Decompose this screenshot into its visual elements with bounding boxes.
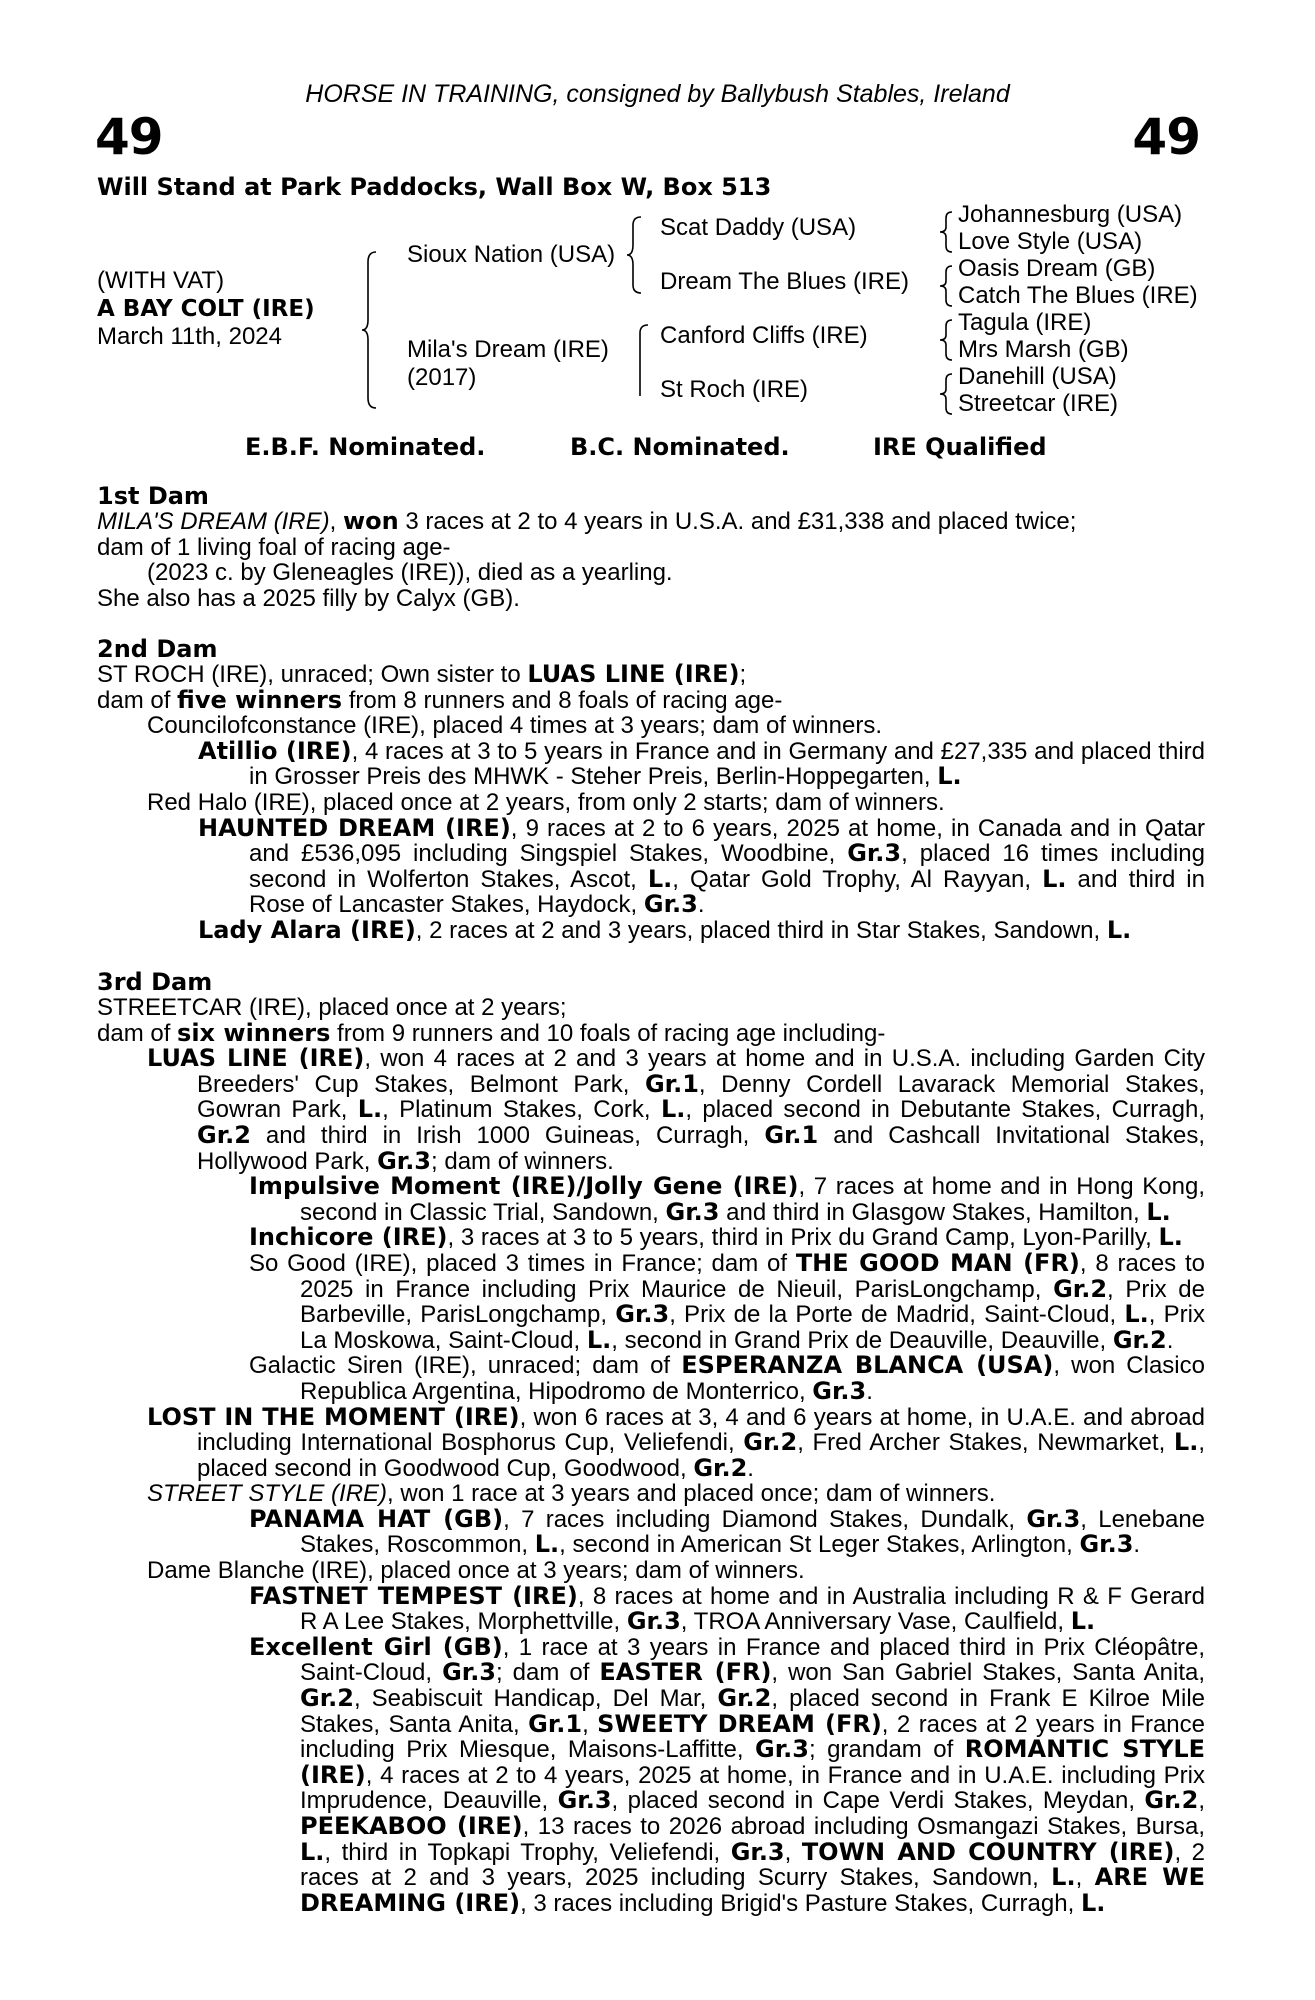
pedigree-gg-3: Oasis Dream (GB) bbox=[958, 255, 1156, 282]
text-run: ; grandam of bbox=[808, 1736, 965, 1764]
second-dam-grandproduce-1 bbox=[97, 736, 1205, 791]
race-grade: Gr.3 bbox=[730, 1837, 785, 1866]
second-dam-heading: 2nd Dam bbox=[97, 635, 218, 663]
text-run: , placed second in Goodwood Cup, Goodwood, bbox=[197, 1429, 1205, 1482]
text-run: , Platinum Stakes, Cork, bbox=[382, 1096, 661, 1124]
pedigree-gg-5: Tagula (IRE) bbox=[958, 309, 1092, 336]
race-grade: L. bbox=[300, 1837, 325, 1866]
race-grade: Gr.2 bbox=[1053, 1274, 1108, 1303]
third-dam-grandproduce-6 bbox=[97, 1581, 1205, 1636]
race-grade: Gr.1 bbox=[644, 1069, 699, 1098]
text-run: . bbox=[747, 1454, 754, 1482]
race-grade: Gr.2 bbox=[693, 1453, 748, 1482]
pedigree-bracket-main bbox=[362, 250, 384, 410]
first-dam-foal: (2023 c. by Gleneagles (IRE)), died as a yearling. bbox=[147, 559, 673, 587]
race-grade: Gr.3 bbox=[615, 1300, 670, 1329]
race-grade: L. bbox=[586, 1325, 612, 1354]
text-run: , Prix La Moskowa, Saint-Cloud, bbox=[300, 1301, 1206, 1354]
text-run: , 2 races at 2 and 3 years, placed third in Star Stakes, Sandown, bbox=[415, 916, 1107, 944]
race-grade: L. bbox=[1042, 864, 1067, 893]
text-run: . bbox=[1133, 1531, 1141, 1559]
text-run: ; dam of winners. bbox=[431, 1147, 614, 1175]
pedigree-bracket-sire bbox=[627, 215, 647, 295]
black-type-name: ARE WE DREAMING (IRE) bbox=[300, 1863, 1206, 1917]
third-dam-produce-1 bbox=[97, 1046, 1205, 1174]
race-grade: L. bbox=[1146, 1197, 1171, 1226]
text-run: , 7 races at home and in Hong Kong, second in Classic Trial, Sandown, bbox=[300, 1173, 1205, 1226]
text-run: and third in Rose of Lancaster Stakes, Haydock, bbox=[249, 865, 1205, 919]
black-type-name: Excellent Girl (GB) bbox=[249, 1632, 503, 1661]
pedigree-sire-sire: Scat Daddy (USA) bbox=[660, 214, 857, 241]
second-dam-produce-1: Councilofconstance (IRE), placed 4 times at 3 years; dam of winners. bbox=[147, 712, 882, 740]
bc-nomination: B.C. Nominated. bbox=[570, 433, 790, 461]
text-run: , third in Topkapi Trophy, Veliefendi, bbox=[324, 1838, 731, 1866]
race-grade: Gr.2 bbox=[743, 1428, 798, 1457]
third-dam-grandproduce-1 bbox=[97, 1174, 1205, 1225]
pedigree-dam-year: (2017) bbox=[407, 364, 477, 391]
black-type-name: Lady Alara (IRE) bbox=[198, 915, 416, 944]
pedigree-dam-dam: St Roch (IRE) bbox=[660, 376, 809, 403]
text-run: , Fred Archer Stakes, Newmarket, bbox=[797, 1429, 1174, 1457]
race-grade: Gr.1 bbox=[528, 1709, 583, 1738]
horse-name: A BAY COLT (IRE) bbox=[97, 296, 315, 322]
race-grade: L. bbox=[1051, 1863, 1076, 1892]
text-run: , bbox=[329, 508, 343, 535]
race-grade: Gr.3 bbox=[377, 1146, 432, 1175]
text-run: , placed second in Frank E Kilroe Mile Stakes, Santa Anita, bbox=[300, 1685, 1205, 1738]
text-run: and Cashcall Invitational Stakes, Hollywood Park, bbox=[197, 1121, 1206, 1175]
text-run: So Good (IRE), placed 3 times in France; dam of bbox=[249, 1249, 796, 1277]
black-type-name: TOWN AND COUNTRY (IRE) bbox=[801, 1837, 1175, 1866]
text-run: , 1 race at 3 years in France and placed third in Prix Cléopâtre, Saint-Cloud, bbox=[300, 1633, 1206, 1687]
text-run: , 3 races at 3 to 5 years, third in Prix du Grand Camp, Lyon-Parilly, bbox=[447, 1224, 1159, 1252]
pedigree-bracket-dam bbox=[634, 323, 654, 398]
race-grade: L. bbox=[1173, 1428, 1199, 1457]
third-dam-grandproduce-3 bbox=[97, 1248, 1206, 1354]
race-grade: Gr.3 bbox=[847, 839, 902, 868]
second-dam-summary bbox=[97, 662, 1205, 688]
race-grade: L. bbox=[534, 1530, 560, 1559]
race-grade: Gr.2 bbox=[717, 1684, 772, 1713]
text-run: . bbox=[1166, 1326, 1174, 1354]
pedigree-dam: Mila's Dream (IRE) bbox=[407, 336, 609, 363]
first-dam-produce: dam of 1 living foal of racing age- bbox=[97, 533, 451, 561]
text-run: , second in Grand Prix de Deauville, Deauville, bbox=[611, 1326, 1113, 1354]
pedigree-bracket-g2 bbox=[940, 264, 958, 308]
third-dam-produce bbox=[97, 1018, 1205, 1047]
race-grade: L. bbox=[357, 1095, 383, 1124]
pedigree-sire-dam: Dream The Blues (IRE) bbox=[660, 268, 909, 295]
race-grade: L. bbox=[1070, 1607, 1096, 1636]
third-dam-summary: STREETCAR (IRE), placed once at 2 years; bbox=[97, 994, 567, 1021]
race-grade: Gr.3 bbox=[1079, 1530, 1134, 1559]
text-run: . bbox=[697, 891, 705, 919]
race-grade: L. bbox=[1158, 1223, 1183, 1252]
black-type-name: LOST IN THE MOMENT (IRE) bbox=[147, 1402, 520, 1431]
text-run: , Lenebane Stakes, Roscommon, bbox=[300, 1505, 1206, 1559]
second-dam-produce bbox=[97, 685, 1205, 714]
text-run: , 8 races at home and in Australia including R & F Gerard R A Lee Stakes, Morphettville, bbox=[300, 1582, 1205, 1636]
race-grade: Gr.2 bbox=[1112, 1325, 1167, 1354]
text-run: from 9 runners and 10 foals of racing age including- bbox=[330, 1019, 886, 1047]
first-dam-section bbox=[97, 483, 1205, 611]
text-run: dam of bbox=[97, 1019, 178, 1047]
black-type-name: ROMANTIC STYLE (IRE) bbox=[300, 1735, 1206, 1789]
second-dam-grandproduce-3 bbox=[97, 915, 1205, 944]
text-run: , TROA Anniversary Vase, Caulfield, bbox=[680, 1608, 1071, 1636]
text-run: , Prix de la Porte de Madrid, Saint-Cloud, bbox=[669, 1301, 1125, 1329]
race-grade: L. bbox=[660, 1095, 686, 1124]
lot-number-right: 49 bbox=[1132, 108, 1200, 166]
text-run: , Seabiscuit Handicap, Del Mar, bbox=[353, 1685, 718, 1713]
race-grade: Gr.3 bbox=[665, 1197, 720, 1226]
text-run: , placed 16 times including second in Wolferton Stakes, Ascot, bbox=[249, 840, 1205, 893]
text-run: , won Clasico Republica Argentina, Hipodromo de Monterrico, bbox=[300, 1352, 1205, 1405]
race-grade: Gr.3 bbox=[442, 1658, 497, 1687]
text-run: and third in Glasgow Stakes, Hamilton, bbox=[719, 1198, 1147, 1226]
text-run: , bbox=[1198, 1787, 1205, 1815]
black-type-name: HAUNTED DREAM (IRE) bbox=[198, 813, 511, 842]
race-grade: Gr.1 bbox=[764, 1120, 819, 1149]
second-dam-grandproduce-2 bbox=[97, 813, 1205, 919]
pedigree-gg-2: Love Style (USA) bbox=[958, 228, 1143, 255]
first-dam-note: She also has a 2025 filly by Calyx (GB). bbox=[97, 584, 520, 612]
third-dam-grandproduce-7 bbox=[97, 1632, 1206, 1917]
race-grade: L. bbox=[1106, 915, 1132, 944]
text-run: , won 4 races at 2 and 3 years at home and in U.S.A. including Garden City Breeders' Cup Stakes, Belmont Park, bbox=[197, 1045, 1205, 1098]
lot-number-left: 49 bbox=[95, 108, 163, 166]
text-run: , won 1 race at 3 years and placed once; dam of winners. bbox=[387, 1480, 996, 1508]
black-type-name: THE GOOD MAN (FR) bbox=[795, 1248, 1080, 1277]
text-run: 3 races at 2 to 4 years in U.S.A. and £31,338 and placed twice; bbox=[398, 508, 1077, 535]
third-dam-produce-4: Dame Blanche (IRE), placed once at 3 years; dam of winners. bbox=[147, 1557, 805, 1585]
text-run: , 9 races at 2 to 6 years, 2025 at home, in Canada and in Qatar and £536,095 including Singspiel Stakes, Woodbine, bbox=[249, 814, 1205, 868]
race-grade: Gr.3 bbox=[1026, 1504, 1081, 1533]
first-dam-heading: 1st Dam bbox=[97, 482, 209, 510]
text-run: , bbox=[582, 1710, 598, 1738]
text-run: , Prix de Barbeville, ParisLongchamp, bbox=[300, 1275, 1205, 1329]
first-dam-name: MILA'S DREAM (IRE) bbox=[97, 508, 330, 535]
second-dam-produce-2: Red Halo (IRE), placed once at 2 years, from only 2 starts; dam of winners. bbox=[147, 788, 945, 816]
text-run: , won San Gabriel Stakes, Santa Anita, bbox=[771, 1659, 1206, 1687]
ire-qualification: IRE Qualified bbox=[873, 433, 1047, 461]
black-type-name: LUAS LINE (IRE) bbox=[527, 660, 740, 688]
vat-note: (WITH VAT) bbox=[97, 267, 225, 294]
pedigree-bracket-g3 bbox=[940, 318, 958, 362]
text-run: , 13 races to 2026 abroad including Osmangazi Stakes, Bursa, bbox=[522, 1813, 1206, 1840]
pedigree-dam-sire: Canford Cliffs (IRE) bbox=[660, 322, 868, 349]
pedigree-gg-1: Johannesburg (USA) bbox=[958, 201, 1183, 228]
text-run: , Qatar Gold Trophy, Al Rayyan, bbox=[672, 865, 1043, 893]
text-run: , placed second in Debutante Stakes, Curragh, bbox=[685, 1096, 1206, 1124]
winner-count: five winners bbox=[177, 685, 343, 714]
text-run: , won 6 races at 3, 4 and 6 years at home, in U.A.E. and abroad including International Bosphorus Cup, Veliefendi, bbox=[197, 1403, 1205, 1457]
black-type-name: EASTER (FR) bbox=[599, 1658, 772, 1687]
third-dam-grandproduce-2 bbox=[97, 1225, 1205, 1251]
second-dam-section bbox=[97, 636, 1205, 944]
text-run: Galactic Siren (IRE), unraced; dam of bbox=[249, 1352, 682, 1380]
black-type-name: Impulsive Moment (IRE)/Jolly Gene (IRE) bbox=[249, 1172, 799, 1201]
pedigree-gg-7: Danehill (USA) bbox=[958, 363, 1117, 390]
third-dam-grandproduce-5 bbox=[97, 1504, 1206, 1559]
text-run: , 3 races including Brigid's Pasture Stakes, Curragh, bbox=[520, 1889, 1081, 1917]
text-run: , second in American St Leger Stakes, Arlington, bbox=[559, 1531, 1080, 1559]
race-grade: Gr.2 bbox=[1144, 1786, 1199, 1815]
text-run: , bbox=[784, 1838, 802, 1866]
pedigree-sire: Sioux Nation (USA) bbox=[407, 241, 616, 268]
won-label: won bbox=[342, 507, 399, 535]
text-run: , bbox=[1075, 1864, 1095, 1892]
text-run: ; bbox=[739, 661, 747, 688]
black-type-name: PEEKABOO (IRE) bbox=[300, 1812, 523, 1840]
third-dam-grandproduce-4 bbox=[97, 1353, 1205, 1404]
race-grade: L. bbox=[937, 762, 962, 791]
text-run: , 8 races to 2025 in France including Prix Maurice de Nieuil, ParisLongchamp, bbox=[300, 1249, 1205, 1303]
pedigree-bracket-g1 bbox=[940, 210, 958, 254]
first-dam-summary bbox=[97, 509, 1205, 535]
text-run: , Denny Cordell Lavarack Memorial Stakes, Gowran Park, bbox=[197, 1070, 1205, 1124]
text-run: and third in Irish 1000 Guineas, Curragh, bbox=[250, 1121, 765, 1149]
text-run: , placed second in Cape Verdi Stakes, Meydan, bbox=[611, 1787, 1145, 1815]
foaling-date: March 11th, 2024 bbox=[97, 323, 283, 350]
winner-count: six winners bbox=[177, 1018, 331, 1047]
race-grade: L. bbox=[1080, 1888, 1106, 1917]
ebf-nomination: E.B.F. Nominated. bbox=[245, 433, 486, 461]
race-grade: Gr.2 bbox=[300, 1684, 354, 1713]
text-run: , 4 races at 2 to 4 years, 2025 at home, in France and in U.A.E. including Prix Imprudence, Deauville, bbox=[300, 1761, 1205, 1815]
black-type-name: ESPERANZA BLANCA (USA) bbox=[681, 1351, 1054, 1380]
text-run: , 7 races including Diamond Stakes, Dundalk, bbox=[503, 1505, 1027, 1533]
text-run: , 4 races at 3 to 5 years in France and in Germany and £27,335 and placed third in Grosser Preis des MHWK - Steher Preis, Berlin-Hoppegarten, bbox=[249, 737, 1205, 791]
text-run: , 2 races at 2 and 3 years, 2025 including Scurry Stakes, Sandown, bbox=[300, 1838, 1206, 1892]
black-type-name: Atillio (IRE) bbox=[198, 736, 352, 765]
race-grade: Gr.3 bbox=[755, 1735, 809, 1764]
pedigree-bracket-g4 bbox=[940, 372, 958, 416]
black-type-name: FASTNET TEMPEST (IRE) bbox=[249, 1581, 578, 1610]
race-grade: L. bbox=[647, 864, 673, 893]
race-grade: Gr.3 bbox=[643, 890, 698, 919]
pedigree-gg-6: Mrs Marsh (GB) bbox=[958, 336, 1129, 363]
winner-name: STREET STYLE (IRE) bbox=[147, 1480, 388, 1508]
pedigree-gg-8: Streetcar (IRE) bbox=[958, 390, 1119, 417]
third-dam-produce-3 bbox=[97, 1481, 1205, 1507]
race-grade: Gr.2 bbox=[197, 1120, 251, 1149]
black-type-name: Inchicore (IRE) bbox=[249, 1223, 448, 1252]
pedigree-gg-4: Catch The Blues (IRE) bbox=[958, 282, 1198, 309]
black-type-name: PANAMA HAT (GB) bbox=[249, 1504, 504, 1533]
third-dam-section bbox=[97, 969, 1205, 1916]
third-dam-heading: 3rd Dam bbox=[97, 968, 213, 996]
text-run: , 2 races at 2 years in France including Prix Miesque, Maisons-Laffitte, bbox=[300, 1710, 1205, 1764]
black-type-name: LUAS LINE (IRE) bbox=[147, 1044, 365, 1073]
race-grade: Gr.3 bbox=[812, 1376, 867, 1405]
black-type-name: SWEETY DREAM (FR) bbox=[597, 1709, 882, 1738]
stand-location: Will Stand at Park Paddocks, Wall Box W, Box 513 bbox=[97, 173, 772, 201]
race-grade: L. bbox=[1124, 1300, 1149, 1329]
race-grade: Gr.3 bbox=[626, 1607, 681, 1636]
text-run: ; dam of bbox=[496, 1659, 600, 1687]
text-run: from 8 runners and 8 foals of racing age- bbox=[342, 686, 783, 714]
third-dam-produce-2 bbox=[97, 1402, 1205, 1482]
race-grade: Gr.3 bbox=[557, 1786, 612, 1815]
text-run: . bbox=[866, 1377, 873, 1405]
catalogue-header: HORSE IN TRAINING, consigned by Ballybush Stables, Ireland bbox=[305, 80, 1010, 108]
text-run: dam of bbox=[97, 686, 178, 714]
text-run: ST ROCH (IRE), unraced; Own sister to bbox=[97, 661, 528, 688]
